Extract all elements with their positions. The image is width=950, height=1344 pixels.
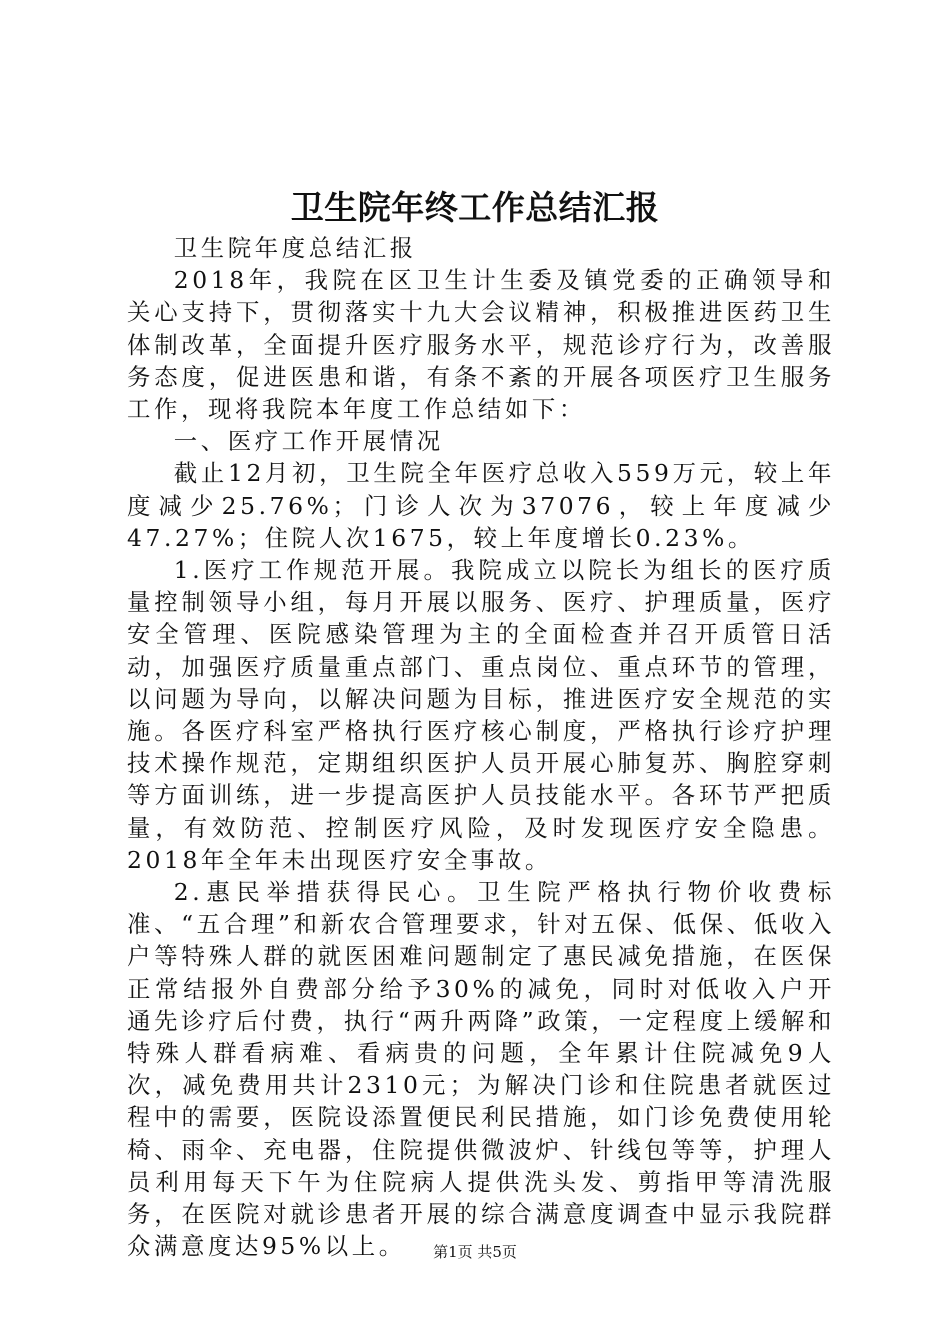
paragraph-item-2: 2.惠民举措获得民心。卫生院严格执行物价收费标准、“五合理”和新农合管理要求，针对五保、低保、低收入户等特殊人群的就医困难问题制定了惠民减免措施，在医保正常结报外自费部分给予30%的减免，同时对低收入户开通先诊疗后付费，执行“两升两降”政策，一定程度上缓解和特殊人群看病难、看病贵的问题，全年累计住院减免9人次，减免费用共计2310元；为解决门诊和住院患者就医过程中的需要，医院设添置便民利民措施，如门诊免费使用轮椅、雨伞、充电器，住院提供微波炉、针线包等等，护理人员利用每天下午为住院病人提供洗头发、剪指甲等清洗服务，在医院对就诊患者开展的综合满意度调查中显示我院群众满意度达95%以上。 bbox=[127, 878, 835, 1261]
page-number-footer: 第1页 共5页 bbox=[433, 1243, 517, 1261]
paragraph-subtitle: 卫生院年度总结汇报 bbox=[173, 234, 417, 262]
paragraph-statistics: 截止12月初，卫生院全年医疗总收入559万元，较上年度减少25.76%；门诊人次为37076，较上年度减少47.27%；住院人次1675，较上年度增长0.23%。 bbox=[127, 459, 835, 552]
paragraph-intro: 2018年，我院在区卫生计生委及镇党委的正确领导和关心支持下，贯彻落实十九大会议精神，积极推进医药卫生体制改革，全面提升医疗服务水平，规范诊疗行为，改善服务态度，促进医患和谐，有条不紊的开展各项医疗卫生服务工作，现将我院本年度工作总结如下： bbox=[127, 266, 835, 424]
paragraph-item-1: 1.医疗工作规范开展。我院成立以院长为组长的医疗质量控制领导小组，每月开展以服务、医疗、护理质量，医疗安全管理、医院感染管理为主的全面检查并召开质管日活动，加强医疗质量重点部门、重点岗位、重点环节的管理，以问题为导向，以解决问题为目标，推进医疗安全规范的实施。各医疗科室严格执行医疗核心制度，严格执行诊疗护理技术操作规范，定期组织医护人员开展心肺复苏、胸腔穿刺等方面训练，进一步提高医护人员技能水平。各环节严把质量，有效防范、控制医疗风险，及时发现医疗安全隐患。2018年全年未出现医疗安全事故。 bbox=[127, 556, 835, 874]
section-heading: 一、医疗工作开展情况 bbox=[173, 427, 444, 456]
document-title: 卫生院年终工作总结汇报 bbox=[290, 188, 660, 227]
document-body bbox=[127, 232, 835, 1263]
